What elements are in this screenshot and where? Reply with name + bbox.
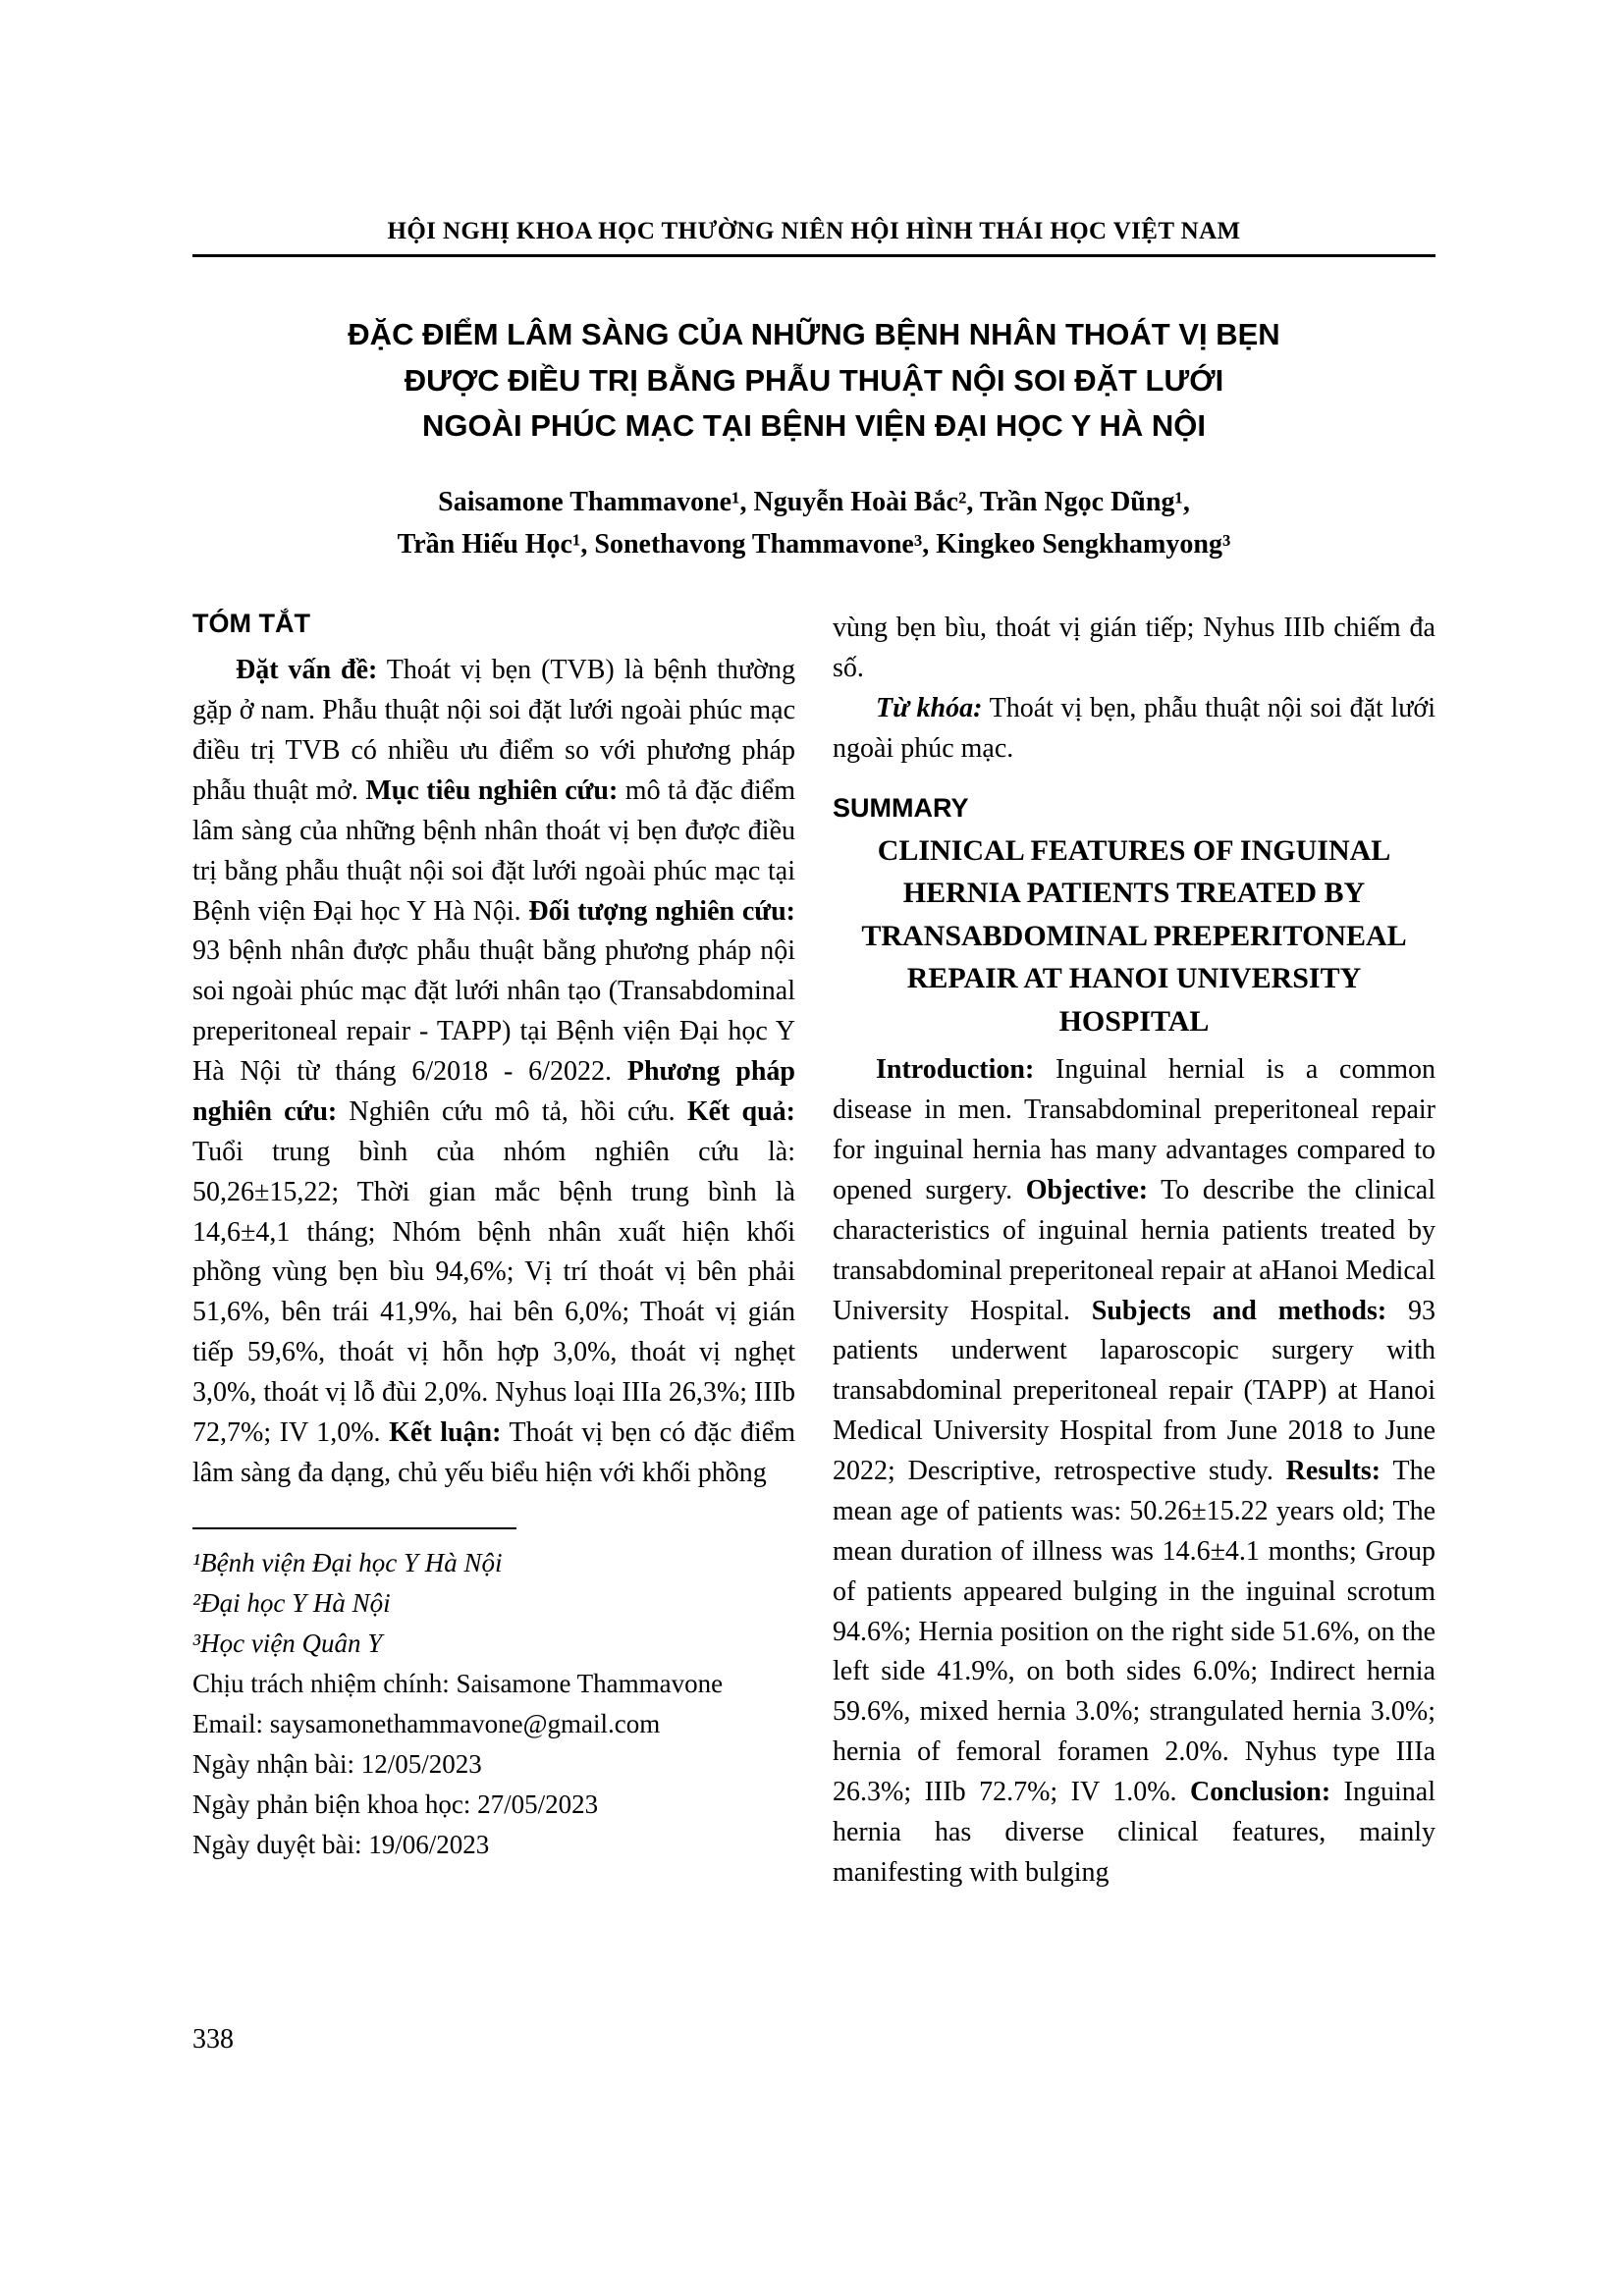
corresponding-author: Chịu trách nhiệm chính: Saisamone Thammavone: [192, 1668, 724, 1698]
keywords-line: Từ khóa: Thoát vị bẹn, phẫu thuật nội soi đặt lưới ngoài phúc mạc.: [833, 693, 1435, 764]
summary-heading: SUMMARY: [833, 792, 969, 823]
received-date: Ngày nhận bài: 12/05/2023: [192, 1748, 482, 1779]
right-column: [833, 609, 1435, 1893]
abstract-body: Đặt vấn đề: Thoát vị bẹn (TVB) là bệnh thường gặp ở nam. Phẫu thuật nội soi đặt lưới ngoài phúc mạc điều trị TVB có nhiều ưu điểm so với phương pháp phẫu thuật mở. Mục tiêu nghiên cứu: mô tả đặc điểm lâm sàng của những bệnh nhân thoát vị bẹn được điều trị bằng phẫu thuật nội soi đặt lưới ngoài phúc mạc tại Bệnh viện Đại học Y Hà Nội. Đối tượng nghiên cứu: 93 bệnh nhân được phẫu thuật bằng phương pháp nội soi ngoài phúc mạc đặt lưới nhân tạo (Transabdominal preperitoneal repair - TAPP) tại Bệnh viện Đại học Y Hà Nội từ tháng 6/2018 - 6/2022. Phương pháp nghiên cứu: Nghiên cứu mô tả, hồi cứu. Kết quả: Tuổi trung bình của nhóm nghiên cứu là: 50,26±15,22; Thời gian mắc bệnh trung bình là 14,6±4,1 tháng; Nhóm bệnh nhân xuất hiện khối phồng vùng bẹn bìu 94,6%; Vị trí thoát vị bên phải 51,6%, bên trái 41,9%, hai bên 6,0%; Thoát vị gián tiếp 59,6%, thoát vị hỗn hợp 3,0%, thoát vị nghẹt 3,0%, thoát vị lỗ đùi 2,0%. Nyhus loại IIIa 26,3%; IIIb 72,7%; IV 1,0%. Kết luận: Thoát vị bẹn có đặc điểm lâm sàng đa dạng, chủ yếu biểu hiện với khối phồng: [192, 655, 796, 1488]
peer-review-date: Ngày phản biện khoa học: 27/05/2023: [192, 1789, 599, 1819]
affiliation-1: ¹Bệnh viện Đại học Y Hà Nội: [192, 1547, 503, 1577]
abstract-continuation: vùng bẹn bìu, thoát vị gián tiếp; Nyhus IIIb chiếm đa số.: [833, 613, 1435, 684]
article-title: [192, 312, 1435, 450]
accepted-date: Ngày duyệt bài: 19/06/2023: [192, 1829, 490, 1859]
authors-block: [192, 481, 1435, 566]
article-title-line-3: NGOÀI PHÚC MẠC TẠI BỆNH VIỆN ĐẠI HỌC Y HÀ NỘI: [421, 408, 1207, 443]
article-title-line-1: ĐẶC ĐIỂM LÂM SÀNG CỦA NHỮNG BỆNH NHÂN THOÁT VỊ BẸN: [348, 317, 1280, 351]
summary-body: Introduction: Inguinal hernial is a common disease in men. Transabdominal preperitoneal repair for inguinal hernia has many advantages compared to opened surgery. Objective: To describe the clinical characteristics of inguinal hernia patients treated by transabdominal preperitoneal repair at aHanoi Medical University Hospital. Subjects and methods: 93 patients underwent laparoscopic surgery with transabdominal preperitoneal repair (TAPP) at Hanoi Medical University Hospital from June 2018 to June 2022; Descriptive, retrospective study. Results: The mean age of patients was: 50.26±15.22 years old; The mean duration of illness was 14.6±4.1 months; Group of patients appeared bulging in the inguinal scrotum 94.6%; Hernia position on the right side 51.6%, on the left side 41.9%, on both sides 6.0%; Indirect hernia 59.6%, mixed hernia 3.0%; strangulated hernia 3.0%; hernia of femoral foramen 2.0%. Nyhus type IIIa 26.3%; IIIb 72.7%; IV 1.0%. Conclusion: Inguinal hernia has diverse clinical features, mainly manifesting with bulging: [833, 1054, 1436, 1888]
footnotes-block: [192, 1543, 795, 1865]
page-number: 338: [192, 2024, 234, 2055]
abstract-heading: TÓM TẮT: [192, 609, 310, 639]
two-column-layout: [192, 609, 1435, 1893]
footnote-separator: [192, 1527, 516, 1529]
summary-title: CLINICAL FEATURES OF INGUINAL HERNIA PATIENTS TREATED BY TRANSABDOMINAL PREPERITONEAL REPAIR AT HANOI UNIVERSITY HOSPITAL: [861, 833, 1407, 1038]
authors-line-2: Trần Hiếu Học¹, Sonethavong Thammavone³, Kingkeo Sengkhamyong³: [397, 528, 1231, 560]
article-title-line-2: ĐƯỢC ĐIỀU TRỊ BẰNG PHẪU THUẬT NỘI SOI ĐẶT LƯỚI: [404, 362, 1224, 398]
authors-line-1: Saisamone Thammavone¹, Nguyễn Hoài Bắc², Trần Ngọc Dũng¹,: [438, 486, 1190, 517]
running-header: HỘI NGHỊ KHOA HỌC THƯỜNG NIÊN HỘI HÌNH THÁI HỌC VIỆT NAM: [387, 218, 1241, 244]
email-line: Email: saysamonethammavone@gmail.com: [192, 1708, 661, 1738]
affiliation-3: ³Học viện Quân Y: [192, 1628, 383, 1658]
header-rule: [192, 254, 1435, 257]
left-column: [192, 609, 795, 1893]
affiliation-2: ²Đại học Y Hà Nội: [192, 1587, 391, 1618]
